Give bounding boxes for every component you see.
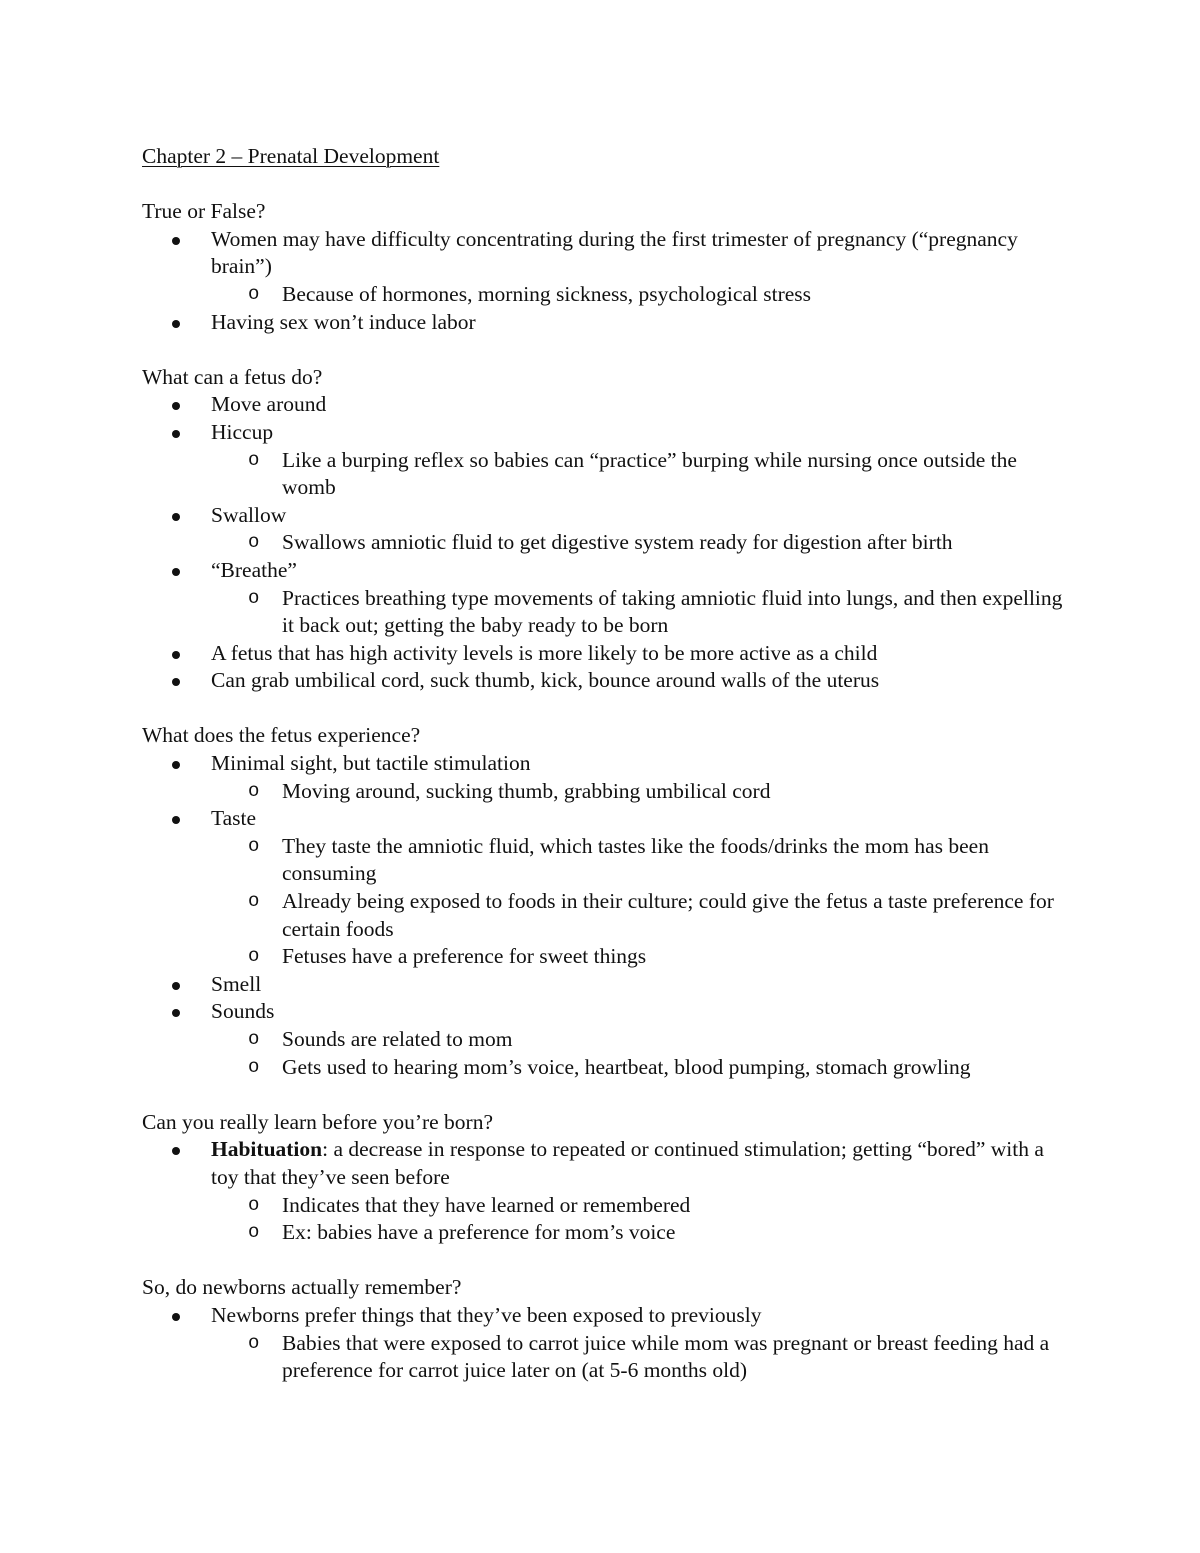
list-item bbox=[142, 667, 1072, 695]
bullet-icon bbox=[172, 430, 180, 438]
sub-list-item-label: Indicates that they have learned or remembered bbox=[282, 1192, 691, 1217]
list-item-text bbox=[211, 641, 877, 665]
sub-list-item-label: Like a burping reflex so babies can “practice” burping while nursing once outside the womb bbox=[282, 447, 1017, 500]
list-item-label: Taste bbox=[211, 806, 257, 831]
bullet-list bbox=[142, 750, 1072, 1081]
list-item-text bbox=[211, 420, 273, 444]
sub-list bbox=[211, 585, 1072, 640]
bullet-list bbox=[142, 1302, 1072, 1385]
list-item bbox=[142, 502, 1072, 557]
list-item-text bbox=[211, 806, 256, 830]
list-item-label: Minimal sight, but tactile stimulation bbox=[211, 751, 531, 776]
document-title: Chapter 2 – Prenatal Development bbox=[142, 144, 440, 168]
list-item-label: Newborns prefer things that they’ve been exposed to previously bbox=[211, 1302, 762, 1327]
bullet-icon bbox=[172, 320, 180, 328]
sub-list-item-label: They taste the amniotic fluid, which tastes like the foods/drinks the mom has been consuming bbox=[282, 833, 989, 886]
sub-list-item-label: Sounds are related to mom bbox=[282, 1027, 513, 1051]
sub-list-item-label: Because of hormones, morning sickness, psychological stress bbox=[282, 281, 812, 306]
circle-bullet-icon: o bbox=[248, 1221, 260, 1244]
sub-list-item-label: Practices breathing type movements of taking amniotic fluid into lungs, and then expelling it back out; getting the baby ready to be born bbox=[282, 585, 1063, 638]
bullet-icon bbox=[172, 1313, 180, 1321]
list-item-text bbox=[211, 310, 476, 334]
section bbox=[142, 1274, 1072, 1384]
bullet-icon bbox=[172, 568, 180, 576]
sub-list bbox=[211, 1026, 1072, 1081]
sub-list-item bbox=[142, 888, 1072, 943]
circle-bullet-icon: o bbox=[248, 586, 260, 609]
circle-bullet-icon: o bbox=[248, 1028, 260, 1050]
bullet-icon bbox=[172, 678, 180, 686]
list-item bbox=[142, 640, 1072, 668]
list-item-label: Move around bbox=[211, 392, 327, 417]
bullet-list bbox=[142, 1136, 1072, 1246]
section-heading: Can you really learn before you’re born? bbox=[142, 1109, 494, 1134]
sub-list-item-label: Already being exposed to foods in their culture; could give the fetus a taste preference for certain foods bbox=[282, 889, 1054, 941]
list-item bbox=[142, 226, 1072, 309]
circle-bullet-icon: o bbox=[248, 531, 260, 554]
sub-list-item bbox=[142, 1330, 1072, 1385]
list-item-text bbox=[211, 558, 297, 582]
list-item bbox=[142, 419, 1072, 502]
sub-list bbox=[211, 1192, 1072, 1247]
list-item bbox=[142, 391, 1072, 419]
list-item bbox=[142, 805, 1072, 971]
list-item-text bbox=[211, 751, 531, 775]
sub-list-item bbox=[142, 529, 1072, 557]
circle-bullet-icon: o bbox=[248, 1055, 260, 1078]
list-item bbox=[142, 998, 1072, 1081]
list-item-text bbox=[211, 668, 879, 692]
list-item-label: Having sex won’t induce labor bbox=[211, 309, 476, 334]
list-item-label: Smell bbox=[211, 971, 262, 996]
list-item-text bbox=[211, 392, 326, 416]
section-heading: What can a fetus do? bbox=[142, 364, 323, 389]
document-body bbox=[142, 143, 1072, 1385]
list-item-label: A fetus that has high activity levels is more likely to be more active as a child bbox=[211, 640, 878, 665]
sub-list-item bbox=[142, 1054, 1072, 1082]
circle-bullet-icon: o bbox=[248, 282, 260, 305]
bullet-list bbox=[142, 226, 1072, 336]
list-item-text bbox=[211, 227, 1018, 279]
list-item bbox=[142, 1302, 1072, 1385]
circle-bullet-icon: o bbox=[248, 1193, 260, 1216]
list-item-text bbox=[211, 999, 274, 1023]
sections-container bbox=[142, 198, 1072, 1385]
circle-bullet-icon: o bbox=[248, 779, 260, 802]
list-item-text bbox=[211, 503, 286, 527]
list-item-text bbox=[211, 972, 261, 996]
sub-list bbox=[211, 833, 1072, 971]
list-item bbox=[142, 750, 1072, 805]
list-item-label: Women may have difficulty concentrating during the first trimester of pregnancy (“pregnancy brain”) bbox=[211, 226, 1018, 279]
section bbox=[142, 1109, 1072, 1247]
circle-bullet-icon: o bbox=[248, 448, 260, 471]
bullet-icon bbox=[172, 1147, 180, 1155]
bullet-icon bbox=[172, 761, 180, 769]
sub-list-item bbox=[142, 585, 1072, 640]
sub-list-item-label: Fetuses have a preference for sweet things bbox=[282, 944, 647, 969]
section-heading: True or False? bbox=[142, 199, 266, 224]
sub-list-item bbox=[142, 833, 1072, 888]
sub-list-item bbox=[142, 281, 1072, 309]
bullet-list bbox=[142, 391, 1072, 695]
sub-list bbox=[211, 1330, 1072, 1385]
bullet-icon bbox=[172, 513, 180, 521]
circle-bullet-icon: o bbox=[248, 834, 260, 857]
sub-list bbox=[211, 529, 1072, 557]
bullet-icon bbox=[172, 816, 180, 824]
list-item bbox=[142, 1136, 1072, 1246]
section bbox=[142, 722, 1072, 1081]
list-item-label: “Breathe” bbox=[211, 557, 297, 582]
list-item bbox=[142, 557, 1072, 640]
section-heading: So, do newborns actually remember? bbox=[142, 1275, 462, 1300]
list-item-label: Swallow bbox=[211, 502, 287, 527]
sub-list-item-label: Swallows amniotic fluid to get digestive system ready for digestion after birth bbox=[282, 530, 953, 555]
list-item-label: Sounds bbox=[211, 999, 275, 1024]
sub-list-item-label: Moving around, sucking thumb, grabbing umbilical cord bbox=[282, 778, 771, 803]
section bbox=[142, 364, 1072, 695]
sub-list-item bbox=[142, 1219, 1072, 1247]
sub-list-item-label: Ex: babies have a preference for mom’s voice bbox=[282, 1220, 676, 1245]
list-item-text bbox=[211, 1137, 1044, 1189]
sub-list-item bbox=[142, 1192, 1072, 1220]
key-term: Habituation bbox=[211, 1137, 323, 1162]
bullet-icon bbox=[172, 1009, 180, 1017]
sub-list-item bbox=[142, 1026, 1072, 1054]
sub-list-item-label: Gets used to hearing mom’s voice, heartbeat, blood pumping, stomach growling bbox=[282, 1054, 971, 1079]
sub-list bbox=[211, 281, 1072, 309]
bullet-icon bbox=[172, 982, 180, 990]
list-item-label: Can grab umbilical cord, suck thumb, kick, bounce around walls of the uterus bbox=[211, 668, 880, 693]
section bbox=[142, 198, 1072, 336]
bullet-icon bbox=[172, 402, 180, 410]
sub-list bbox=[211, 447, 1072, 502]
list-item bbox=[142, 309, 1072, 337]
circle-bullet-icon: o bbox=[248, 1331, 260, 1354]
sub-list-item bbox=[142, 943, 1072, 971]
sub-list-item bbox=[142, 778, 1072, 806]
list-item-label: Hiccup bbox=[211, 419, 274, 444]
circle-bullet-icon: o bbox=[248, 945, 260, 968]
bullet-icon bbox=[172, 651, 180, 659]
sub-list bbox=[211, 778, 1072, 806]
list-item-label: : a decrease in response to repeated or continued stimulation; getting “bored” with a toy that they’ve seen before bbox=[211, 1137, 1044, 1189]
section-heading: What does the fetus experience? bbox=[142, 723, 421, 748]
list-item bbox=[142, 971, 1072, 999]
circle-bullet-icon: o bbox=[248, 890, 260, 913]
sub-list-item-label: Babies that were exposed to carrot juice while mom was pregnant or breast feeding had a preference for carrot juice later on (at 5-6 months old) bbox=[282, 1330, 1050, 1383]
bullet-icon bbox=[172, 237, 180, 245]
sub-list-item bbox=[142, 447, 1072, 502]
list-item-text bbox=[211, 1303, 762, 1327]
